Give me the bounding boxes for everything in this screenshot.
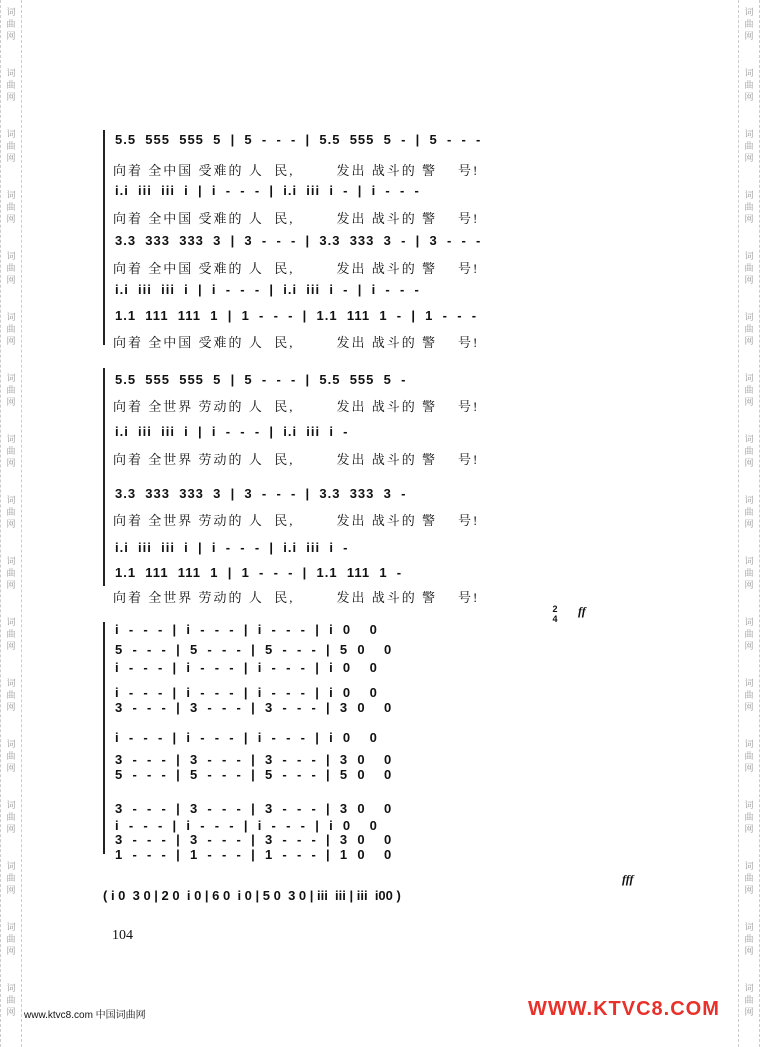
side-watermark: 词 曲 网 bbox=[744, 434, 754, 468]
side-watermark: 词 曲 网 bbox=[6, 129, 16, 163]
side-watermark: 词 曲 网 bbox=[744, 800, 754, 834]
page-number: 104 bbox=[112, 928, 133, 943]
system2-voice2-lyrics: 向着 全世界 劳动的 人 民, 发出 战斗的 警 号! bbox=[113, 452, 480, 467]
system3-dynamic-ff: ff bbox=[578, 604, 586, 618]
side-watermark: 词 曲 网 bbox=[744, 556, 754, 590]
system3-row6: i - - - | i - - - | i - - - | i 0 0 bbox=[115, 730, 378, 745]
side-watermark: 词 曲 网 bbox=[744, 495, 754, 529]
side-watermark: 词 曲 网 bbox=[744, 739, 754, 773]
system3-row10: i - - - | i - - - | i - - - | i 0 0 bbox=[115, 818, 378, 833]
system1-voice3-notes: 3.3 333 333 3 | 3 - - - | 3.3 333 3 - | 3 - - - bbox=[115, 233, 482, 248]
system3-row11: 3 - - - | 3 - - - | 3 - - - | 3 0 0 bbox=[115, 832, 393, 847]
system1-voice4-lyrics: 向着 全中国 受难的 人 民, 发出 战斗的 警 号! bbox=[113, 335, 480, 350]
system2-voice4a-notes: i.i iii iii i | i - - - | i.i iii i - bbox=[115, 540, 349, 555]
system3-row3: i - - - | i - - - | i - - - | i 0 0 bbox=[115, 660, 378, 675]
side-watermark: 词 曲 网 bbox=[6, 861, 16, 895]
side-watermark: 词 曲 网 bbox=[6, 190, 16, 224]
system2-voice4b-notes: 1.1 111 111 1 | 1 - - - | 1.1 111 1 - bbox=[115, 565, 403, 580]
side-watermark: 词 曲 网 bbox=[6, 800, 16, 834]
footer-site-text: www.ktvc8.com 中国词曲网 bbox=[24, 1010, 146, 1021]
system1-voice2-notes: i.i iii iii i | i - - - | i.i iii i - | i - - - bbox=[115, 183, 420, 198]
side-watermark: 词 曲 网 bbox=[6, 251, 16, 285]
system3-row7: 3 - - - | 3 - - - | 3 - - - | 3 0 0 bbox=[115, 752, 393, 767]
side-watermark: 词 曲 网 bbox=[6, 312, 16, 346]
system3-row2: 5 - - - | 5 - - - | 5 - - - | 5 0 0 bbox=[115, 642, 393, 657]
side-watermark: 词 曲 网 bbox=[6, 556, 16, 590]
system1-voice4b-notes: 1.1 111 111 1 | 1 - - - | 1.1 111 1 - | 1 - - - bbox=[115, 308, 478, 323]
system3-row9: 3 - - - | 3 - - - | 3 - - - | 3 0 0 bbox=[115, 801, 393, 816]
side-watermark: 词 曲 网 bbox=[744, 861, 754, 895]
footer-brand-logo: WWW.KTVC8.COM bbox=[528, 998, 720, 1020]
system2-voice1-notes: 5.5 555 555 5 | 5 - - - | 5.5 555 5 - bbox=[115, 372, 407, 387]
system3-row12: 1 - - - | 1 - - - | 1 - - - | 1 0 0 bbox=[115, 847, 393, 862]
side-watermark: 词 曲 网 bbox=[744, 373, 754, 407]
side-watermark: 词 曲 网 bbox=[744, 678, 754, 712]
side-watermark: 词 曲 网 bbox=[6, 373, 16, 407]
percussion-line: ( i 0 3 0 | 2 0 i 0 | 6 0 i 0 | 5 0 3 0 | iii iii | iii i00 ) bbox=[103, 888, 401, 903]
system1-voice2-lyrics: 向着 全中国 受难的 人 民, 发出 战斗的 警 号! bbox=[113, 211, 480, 226]
system1-voice3-lyrics: 向着 全中国 受难的 人 民, 发出 战斗的 警 号! bbox=[113, 261, 480, 276]
percussion-dynamic-fff: fff bbox=[622, 872, 634, 886]
system2-voice3-notes: 3.3 333 333 3 | 3 - - - | 3.3 333 3 - bbox=[115, 486, 407, 501]
system1-brace bbox=[103, 130, 105, 345]
side-watermark: 词 曲 网 bbox=[6, 983, 16, 1017]
system3-time-sig-top: 2 bbox=[552, 604, 558, 614]
side-watermark: 词 曲 网 bbox=[744, 129, 754, 163]
side-watermark: 词 曲 网 bbox=[744, 7, 754, 41]
side-watermark: 词 曲 网 bbox=[744, 922, 754, 956]
side-watermark: 词 曲 网 bbox=[6, 7, 16, 41]
system3-time-sig-bottom: 4 bbox=[552, 614, 558, 624]
system3-row4: i - - - | i - - - | i - - - | i 0 0 bbox=[115, 685, 378, 700]
side-watermark: 词 曲 网 bbox=[6, 617, 16, 651]
system2-voice1-lyrics: 向着 全世界 劳动的 人 民, 发出 战斗的 警 号! bbox=[113, 399, 480, 414]
system1-voice1-lyrics: 向着 全中国 受难的 人 民, 发出 战斗的 警 号! bbox=[113, 163, 480, 178]
system2-voice4-lyrics: 向着 全世界 劳动的 人 民, 发出 战斗的 警 号! bbox=[113, 590, 480, 605]
side-watermark: 词 曲 网 bbox=[6, 922, 16, 956]
system3-row8: 5 - - - | 5 - - - | 5 - - - | 5 0 0 bbox=[115, 767, 393, 782]
side-watermark: 词 曲 网 bbox=[744, 190, 754, 224]
side-watermark: 词 曲 网 bbox=[744, 983, 754, 1017]
system2-voice3-lyrics: 向着 全世界 劳动的 人 民, 发出 战斗的 警 号! bbox=[113, 513, 480, 528]
side-watermark: 词 曲 网 bbox=[6, 495, 16, 529]
system3-row5: 3 - - - | 3 - - - | 3 - - - | 3 0 0 bbox=[115, 700, 393, 715]
side-watermark: 词 曲 网 bbox=[6, 739, 16, 773]
system1-voice1-notes: 5.5 555 555 5 | 5 - - - | 5.5 555 5 - | 5 - - - bbox=[115, 132, 482, 147]
side-watermark: 词 曲 网 bbox=[744, 251, 754, 285]
side-watermark: 词 曲 网 bbox=[6, 434, 16, 468]
side-watermark: 词 曲 网 bbox=[744, 68, 754, 102]
system3-brace bbox=[103, 622, 105, 854]
side-watermark: 词 曲 网 bbox=[744, 312, 754, 346]
side-watermark: 词 曲 网 bbox=[6, 678, 16, 712]
system1-voice4a-notes: i.i iii iii i | i - - - | i.i iii i - | i - - - bbox=[115, 282, 420, 297]
side-watermark: 词 曲 网 bbox=[744, 617, 754, 651]
side-watermark: 词 曲 网 bbox=[6, 68, 16, 102]
system3-row1: i - - - | i - - - | i - - - | i 0 0 bbox=[115, 622, 378, 637]
system2-brace bbox=[103, 368, 105, 586]
system2-voice2-notes: i.i iii iii i | i - - - | i.i iii i - bbox=[115, 424, 349, 439]
